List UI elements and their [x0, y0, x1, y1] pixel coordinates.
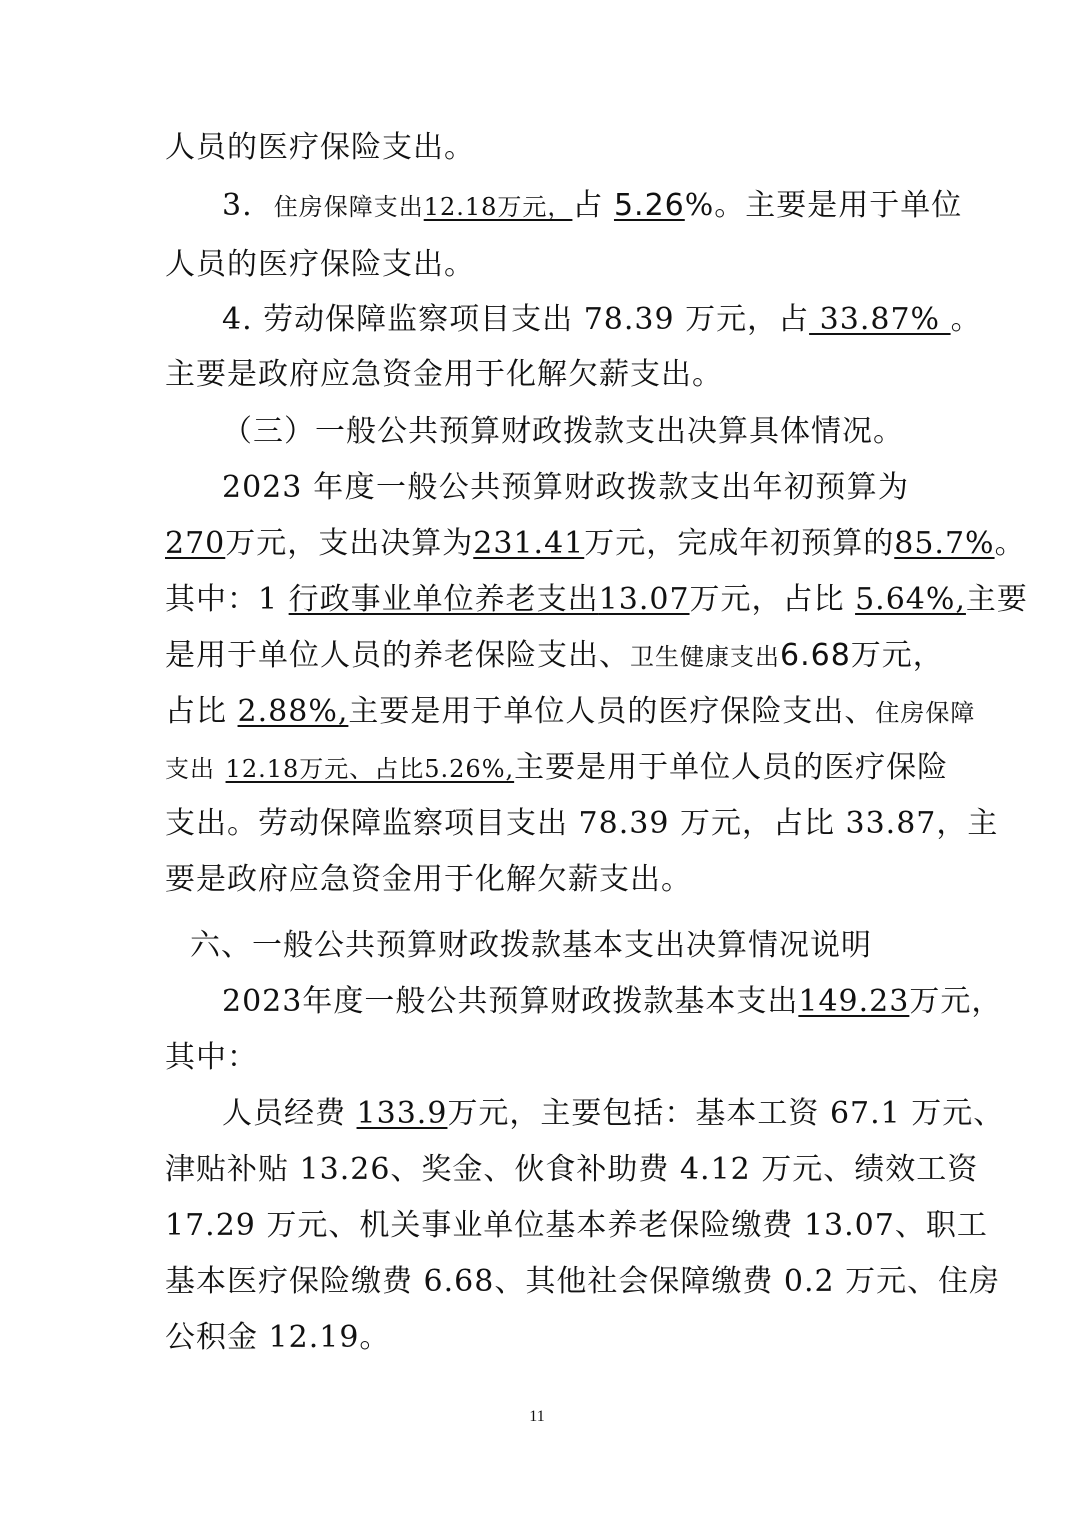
- paragraph-line: 2023年度一般公共预算财政拨款基本支出149.23万元，: [222, 984, 1003, 1019]
- paragraph-line: 2023 年度一般公共预算财政拨款支出年初预算为: [222, 470, 909, 505]
- paragraph-line: 基本医疗保险缴费 6.68、其他社会保障缴费 0.2 万元、住房: [165, 1264, 1001, 1299]
- paragraph-line: 3. 住房保障支出12.18万元，占 5.26%。主要是用于单位: [222, 188, 963, 223]
- paragraph-line: 公积金 12.19。: [165, 1320, 391, 1355]
- subsection-heading: （三）一般公共预算财政拨款支出决算具体情况。: [222, 414, 904, 449]
- page-number: 11: [529, 1408, 545, 1425]
- paragraph-line: 占比 2.88%,主要是用于单位人员的医疗保险支出、住房保障: [165, 694, 976, 729]
- paragraph-line: 主要是政府应急资金用于化解欠薪支出。: [165, 357, 723, 392]
- paragraph-line: 人员经费 133.9万元，主要包括：基本工资 67.1 万元、: [222, 1096, 1005, 1131]
- paragraph-line: 17.29 万元、机关事业单位基本养老保险缴费 13.07、职工: [165, 1208, 988, 1243]
- paragraph-line: 津贴补贴 13.26、奖金、伙食补助费 4.12 万元、绩效工资: [165, 1152, 979, 1187]
- paragraph-line: 4. 劳动保障监察项目支出 78.39 万元，占 33.87% 。: [222, 302, 982, 337]
- paragraph-line: 人员的医疗保险支出。: [165, 247, 475, 282]
- paragraph-line: 要是政府应急资金用于化解欠薪支出。: [165, 862, 692, 897]
- section-heading: 六、一般公共预算财政拨款基本支出决算情况说明: [190, 928, 872, 963]
- paragraph-line: 270万元，支出决算为231.41万元，完成年初预算的85.7%。: [165, 526, 1026, 561]
- paragraph-line: 其中：: [165, 1040, 258, 1075]
- paragraph-line: 支出。劳动保障监察项目支出 78.39 万元，占比 33.87，主: [165, 806, 999, 841]
- paragraph-line: 其中：1 行政事业单位养老支出13.07万元，占比 5.64%,主要: [165, 582, 1028, 617]
- paragraph-line: 是用于单位人员的养老保险支出、卫生健康支出6.68万元，: [165, 638, 944, 673]
- paragraph-line: 支出 12.18万元、占比5.26%,主要是用于单位人员的医疗保险: [165, 750, 949, 785]
- paragraph-line: 人员的医疗保险支出。: [165, 130, 475, 165]
